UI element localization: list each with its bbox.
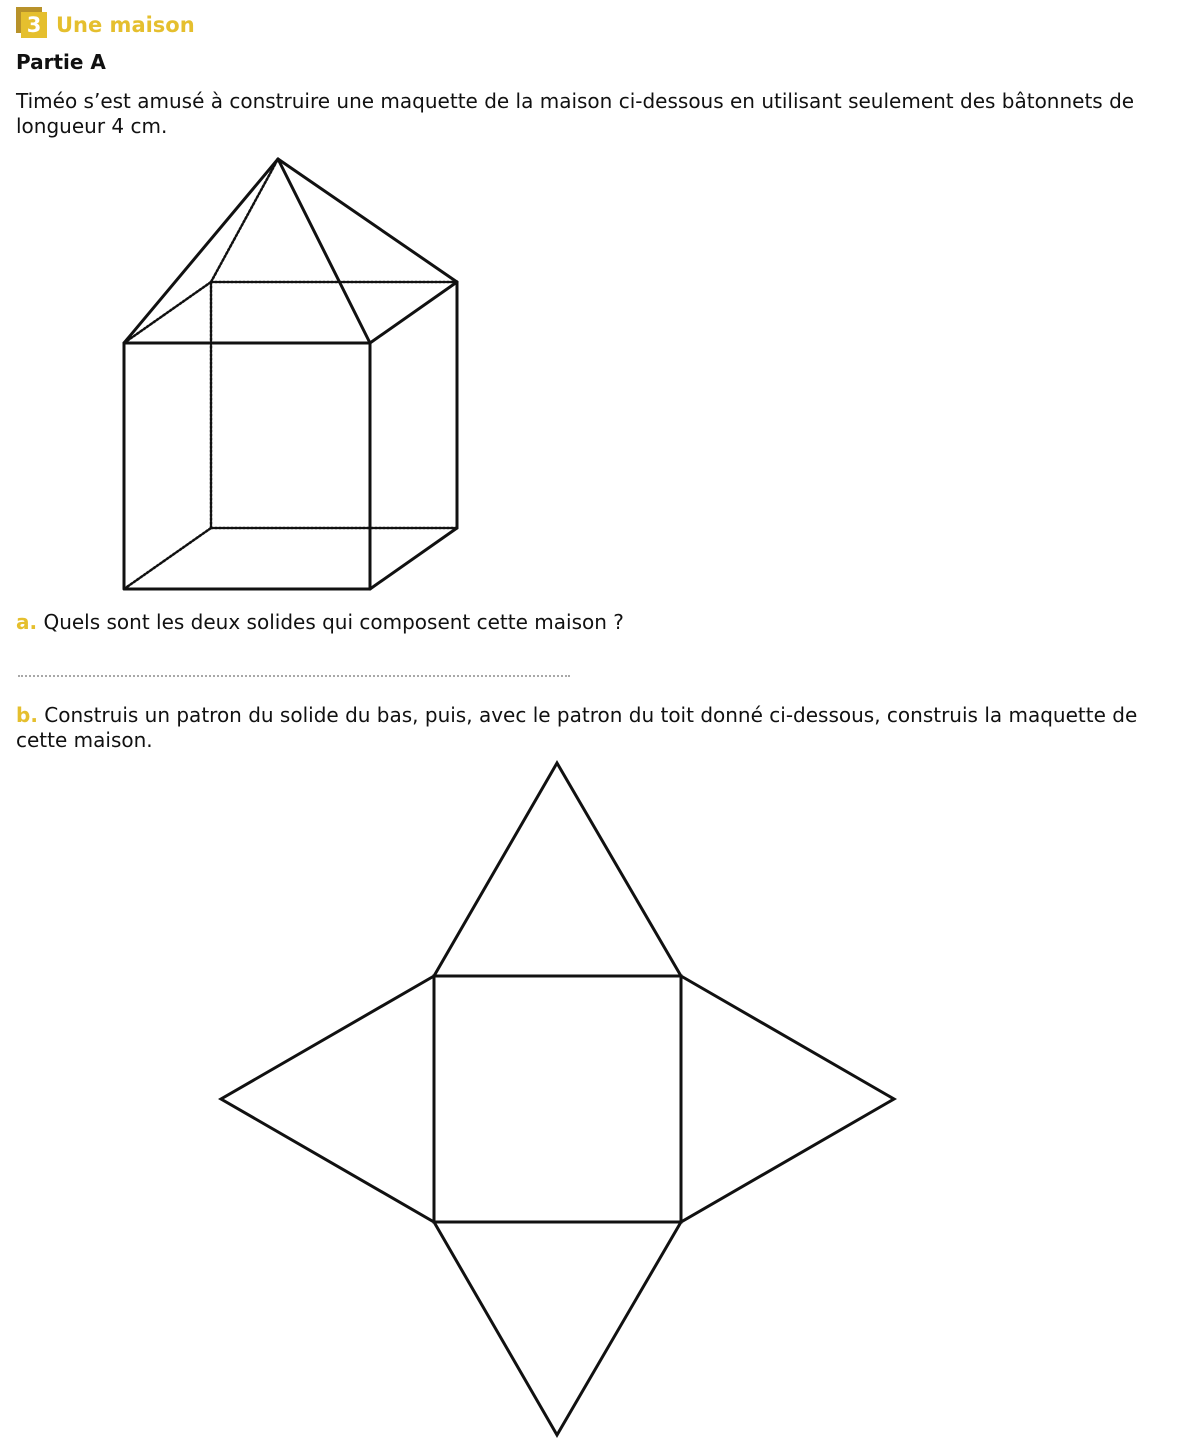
exercise-title: Une maison	[56, 13, 195, 37]
net-triangle-right	[681, 976, 894, 1222]
net-triangle-top	[434, 763, 681, 976]
exercise-number: 3	[21, 12, 47, 38]
net-triangle-bottom	[434, 1222, 681, 1435]
part-title: Partie A	[16, 50, 106, 74]
net-square-base	[434, 976, 681, 1222]
net-triangle-left	[221, 976, 434, 1222]
question-a-text: Quels sont les deux solides qui composent cette maison ?	[43, 610, 624, 634]
intro-text: Timéo s’est amusé à construire une maquette de la maison ci-dessous en utilisant seulement des bâtonnets de longueur 4 cm.	[16, 89, 1135, 138]
question-b-text: Construis un patron du solide du bas, puis, avec le patron du toit donné ci-dessous, construis la maquette de cette maison.	[16, 703, 1138, 752]
question-b-letter: b.	[16, 703, 38, 727]
question-a-letter: a.	[16, 610, 38, 634]
